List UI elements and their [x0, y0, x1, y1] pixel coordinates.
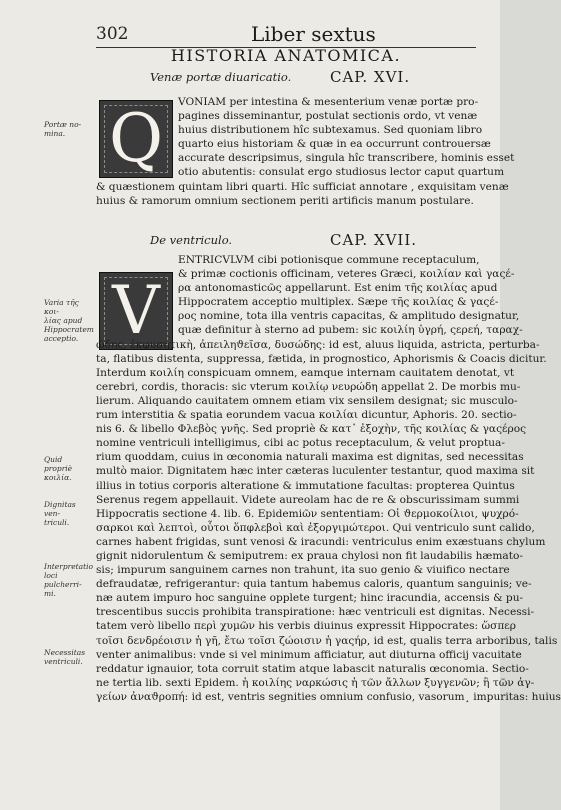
text-line: σαρκοι καὶ λεπτοὶ, οὗτοι ὅπφλεβοὶ καὶ ἐξοργιμώτεροι. Qui ventriculo sunt calido,: [96, 521, 535, 534]
text-line: Interdum κοιλίη conspicuam omnem, eamque internam cauitatem denotat, vt: [96, 366, 515, 379]
text-line: ne tertia lib. sexti Epidem. ἡ κοιλίης ναρκώσις ἡ τῶν ἄλλων ξυγγενῶν; ἢ τῶν ἀγ-: [96, 676, 535, 689]
text-line: huius & ramorum omnium sectionem periti artificis manum postulare.: [96, 194, 474, 207]
section-heading-xvii: [150, 231, 450, 249]
text-line: reddatur ignauior, tota corruit statim atque labascit naturalis œconomia. Sectio-: [96, 662, 529, 675]
text-line: Hippocratem acceptio multiplex. Sæpe τῆς κοιλίας & γαςέ-: [178, 296, 499, 309]
text-line: Serenus regem appellauit. Videte aureolam hac de re & obscurissimam summi: [96, 493, 520, 506]
text-line: & quæstionem quintam libri quarti. Hîc sufficiat annotare , exquisitam venæ: [96, 180, 509, 193]
text-line: rium quoddam, cuius in œconomia naturali maxima est dignitas, sed necessitas: [96, 451, 524, 464]
text-line: cerebri, cordis, thoracis: sic vterum κοιλίῳ νευρώδη appellat 2. De morbis mu-: [96, 380, 521, 393]
text-line: VONIAM per intestina & mesenterium venæ portæ pro-: [178, 96, 479, 108]
margin-note: Interpretatio loci pulcherri- mi.: [44, 562, 94, 598]
text-line: multò maior. Dignitatem hæc inter cæteras luculenter testantur, quod maxima sit: [96, 465, 535, 478]
text-line: rum interstitia & spatia eorundem vacua κοιλίαι dicuntur, Aphoris. 20. sectio-: [96, 409, 517, 422]
margin-note: Dignitas ven- triculi.: [44, 500, 76, 527]
initial-letter: V: [112, 272, 160, 349]
text-line: & primæ coctionis officinam, veteres Græci, κοιλίαν καὶ γαςέ-: [178, 268, 515, 281]
section-heading-xvi: [150, 68, 450, 86]
text-line: otio abutentis: consulat ergo studiosus lector caput quartum: [178, 166, 505, 179]
text-line: huius distributionem hîc subtexamus. Sed quoniam libro: [178, 124, 483, 137]
chapter-number: CAP. XVI.: [330, 68, 411, 86]
section-xvi-text: [96, 95, 515, 208]
section-subtitle: Venæ portæ diuaricatio.: [150, 70, 292, 84]
text-line: trescentibus succis prohibita transpiratione: hæc ventriculi est dignitas. Necessi-: [96, 606, 535, 619]
text-line: ρος nomine, tota illa ventris capacitas, & amplitudo designatur,: [178, 310, 520, 323]
text-line: illius in totius corporis alteratione & immutatione facultas: propterea Quintus: [96, 479, 515, 492]
page-number: 302: [96, 24, 129, 44]
text-line: gignit nidorulentum & semiputrem: ex praua chylosi non fit laudabilis hæmato-: [96, 549, 523, 562]
initial-letter: Q: [108, 100, 164, 177]
page-heading: HISTORIA ANATOMICA.: [170, 46, 402, 65]
text-line: sis; impurum sanguinem carnes non trahunt, ita suo genio & viuifico nectare: [96, 564, 510, 577]
text-line: ta, flatibus distenta, suppressa, fætida, in prognostico, Aphorismis & Coacis dicitur.: [96, 352, 547, 365]
text-line: γείων ἀναϑροπή: id est, ventris segnities omnium confusio, vasorum¸ impuritas: huius: [96, 690, 561, 703]
margin-note: Necessitas ventriculi.: [44, 648, 86, 666]
text-line: ENTRICVLVM cibi potionisque commune receptaculum,: [178, 254, 480, 266]
running-head: [96, 24, 476, 46]
text-line: Hippocratis sectione 4. lib. 6. Epidemiῶν sententiam: Οἱ ϑερμοκοίλιοι, ψυχρό-: [96, 507, 519, 520]
text-line: accurate descripsimus, singula hîc transcribere, hominis esset: [178, 152, 515, 165]
text-line: næ autem impuro hoc sanguine opplete turgent; hinc iracundia, accensis & pu-: [96, 592, 524, 605]
text-line: quæ definitur à sterno ad pubem: sic κοιλίη ὑγρή, ςερεή, ταραχ-: [178, 324, 523, 337]
text-line: quarto eius historiam & quæ in ea occurrunt controuersæ: [178, 138, 491, 151]
text-line: nomine ventriculi intelligimus, cibi ac potus receptaculum, & velut proptua-: [96, 437, 505, 450]
margin-note: Portæ no- mina.: [44, 120, 82, 138]
text-line: venter animalibus: vnde si vel minimum afficiatur, aut diuturna officij vacuitate: [96, 648, 522, 661]
text-line: tatem verò libello περὶ χυμῶν his verbis diuinus expressit Hippocrates: ὥσπερ: [96, 620, 517, 633]
text-line: defraudatæ, refrigerantur: quia tantum habemus caloris, quantum sanguinis; ve-: [96, 578, 532, 591]
text-line: lierum. Aliquando cauitatem omnem etiam vix sensilem designat; sic musculo-: [96, 394, 518, 407]
text-line: ρα antonomasticῶς appellarunt. Est enim τῆς κοιλίας apud: [178, 282, 498, 295]
text-line: ώδης, ἐκφυσητικὴ, ἀπειληϑεῖσα, δυσώδης: id est, aluus liquida, astricta, perturba-: [96, 338, 540, 351]
section-xvii-text: [96, 253, 561, 704]
text-line: carnes habent frigidas, sunt venosi & iracundi: ventriculus enim exæstuans chylum: [96, 535, 546, 548]
running-title: Liber sextus: [251, 22, 376, 46]
text-line: τοῖσι δενδρέοισιν ἡ γῆ, ἔτω τοῖσι ζώοισιν ἡ γαςήρ, id est, qualis terra arboribus, talis: [96, 634, 558, 647]
text-line: nis 6. & libello Φλεβὸς γνῆς. Sed propriè & κατ᾽ ἐξοχὴν, τῆς κοιλίας & γαςέρος: [96, 423, 527, 436]
margin-note: Quid propriè κοιλία.: [44, 455, 73, 482]
section-subtitle: De ventriculo.: [150, 233, 233, 247]
text-line: pagines disseminantur, postulat sectionis ordo, vt venæ: [178, 110, 478, 123]
chapter-number: CAP. XVII.: [330, 231, 418, 249]
margin-note: Varia τῆς κοι- λίας apud Hippocratem acceptio.: [44, 298, 94, 343]
